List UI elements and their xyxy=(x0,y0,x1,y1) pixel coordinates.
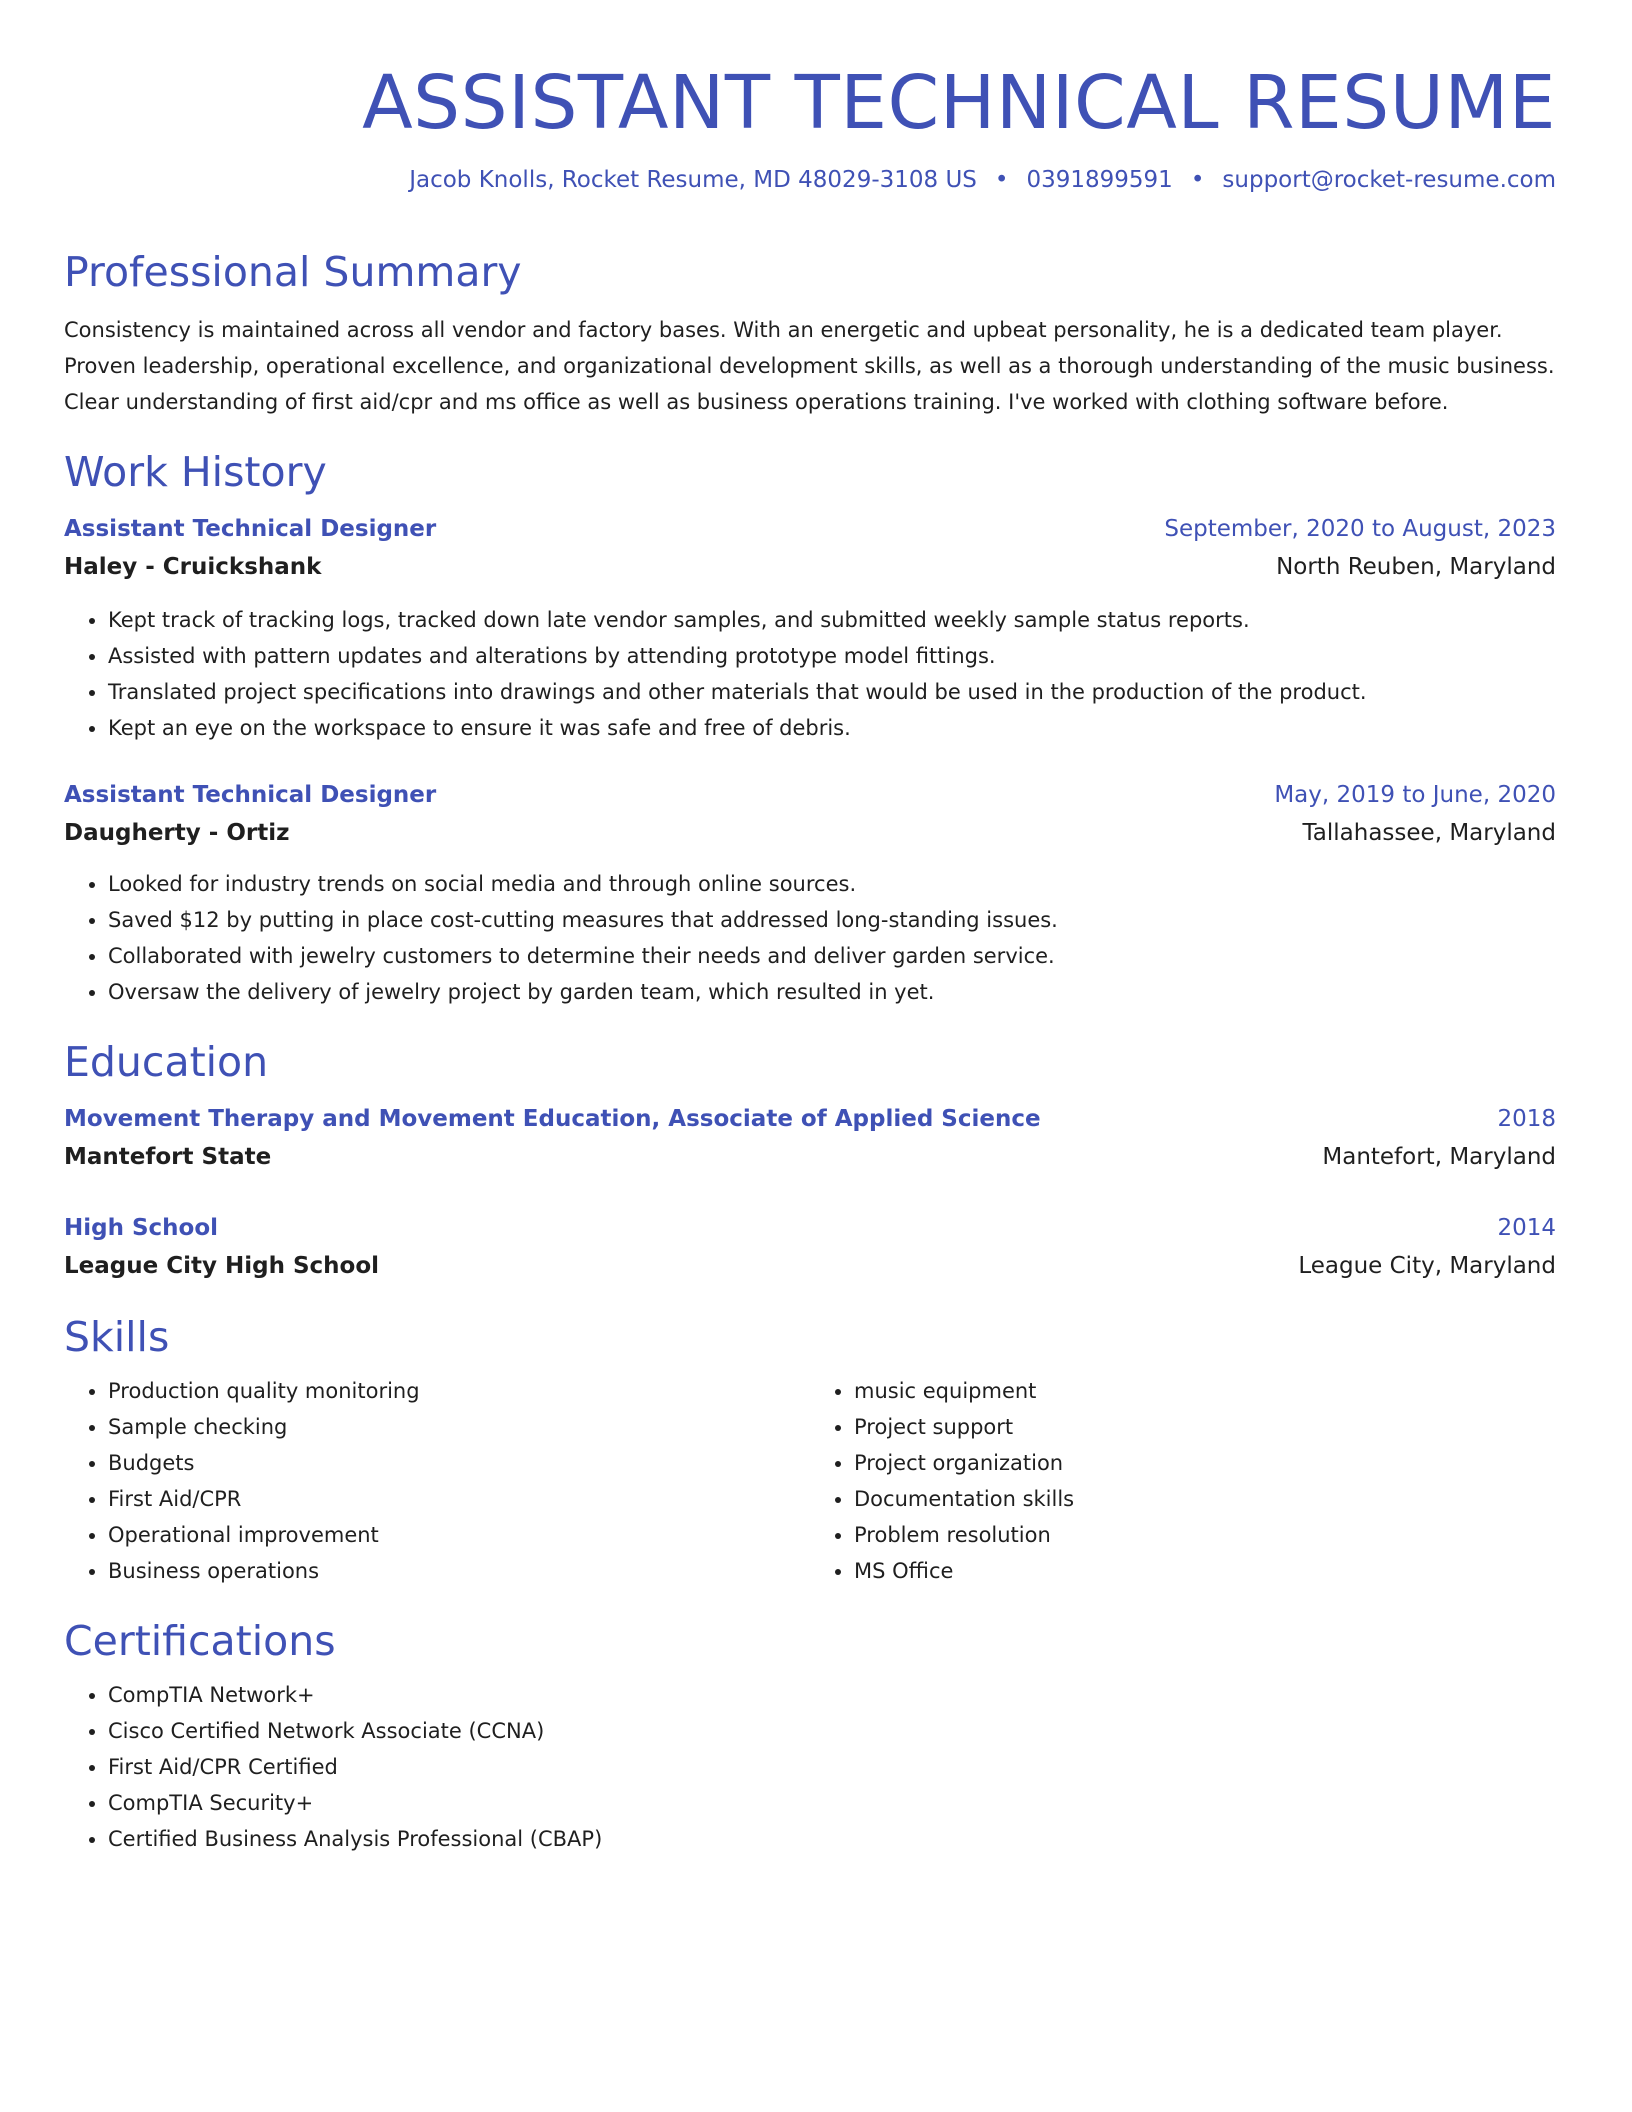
skill-item: • Sample checking xyxy=(108,1409,810,1445)
skills-list xyxy=(64,1373,1556,1589)
job-bullets xyxy=(64,866,1556,1010)
skill-item: • Project support xyxy=(854,1409,1556,1445)
summary-text: Consistency is maintained across all vendor and factory bases. With an energetic and upbeat personality, he is a dedicated team player. Proven leadership, operational excellence, and organizational development skills, as well as a thorough understanding of the music business. Clear understanding of first aid/cpr and ms office as well as business operations training. I've worked with clothing software before. xyxy=(64,318,1555,414)
job-company: Haley - Cruickshank xyxy=(64,554,322,580)
job-bullet: • Assisted with pattern updates and alterations by attending prototype model fittings. xyxy=(108,638,1556,674)
certification-item: • Cisco Certified Network Associate (CCNA) xyxy=(108,1713,1556,1749)
skill-item: • MS Office xyxy=(854,1553,1556,1589)
certifications-list xyxy=(64,1677,1556,1857)
certification-item: • First Aid/CPR Certified xyxy=(108,1749,1556,1785)
contact-separator: • xyxy=(1190,167,1205,193)
education-school: League City High School xyxy=(64,1253,380,1279)
job-bullet: • Collaborated with jewelry customers to determine their needs and deliver garden service. xyxy=(108,938,1556,974)
job-location: Tallahassee, Maryland xyxy=(1302,820,1556,846)
skills-column-right xyxy=(810,1373,1556,1589)
job-entry xyxy=(64,776,1556,1010)
job-role: Assistant Technical Designer xyxy=(64,516,437,542)
contact-phone: 0391899591 xyxy=(1026,167,1173,193)
skill-item: • Budgets xyxy=(108,1445,810,1481)
skill-item: • Business operations xyxy=(108,1553,810,1589)
job-bullet: • Kept an eye on the workspace to ensure it was safe and free of debris. xyxy=(108,710,1556,746)
certification-item: • CompTIA Security+ xyxy=(108,1785,1556,1821)
education-degree: High School xyxy=(64,1215,219,1241)
job-bullets xyxy=(64,602,1556,746)
resume-title: ASSISTANT TECHNICAL RESUME xyxy=(362,60,1556,146)
education-location: Mantefort, Maryland xyxy=(1322,1144,1556,1170)
certifications-heading: Certifications xyxy=(64,1617,336,1665)
skill-item: • Project organization xyxy=(854,1445,1556,1481)
skill-item: • Production quality monitoring xyxy=(108,1373,810,1409)
job-bullet: • Oversaw the delivery of jewelry project by garden team, which resulted in yet. xyxy=(108,974,1556,1010)
job-dates: September, 2020 to August, 2023 xyxy=(1164,516,1556,542)
skill-item: • First Aid/CPR xyxy=(108,1481,810,1517)
education-year: 2014 xyxy=(1497,1215,1556,1241)
skill-item: • music equipment xyxy=(854,1373,1556,1409)
contact-email[interactable]: support@rocket-resume.com xyxy=(1222,167,1556,193)
skill-item: • Operational improvement xyxy=(108,1517,810,1553)
education-heading: Education xyxy=(64,1038,269,1086)
skill-item: • Problem resolution xyxy=(854,1517,1556,1553)
skill-item: • Documentation skills xyxy=(854,1481,1556,1517)
education-location: League City, Maryland xyxy=(1298,1253,1556,1279)
education-entry xyxy=(64,1100,1556,1176)
job-dates: May, 2019 to June, 2020 xyxy=(1274,782,1556,808)
summary-heading: Professional Summary xyxy=(64,248,522,296)
certification-item: • Certified Business Analysis Professional (CBAP) xyxy=(108,1821,1556,1857)
job-bullet: • Looked for industry trends on social media and through online sources. xyxy=(108,866,1556,902)
contact-address: Jacob Knolls, Rocket Resume, MD 48029-3108 US xyxy=(409,167,977,193)
education-entry xyxy=(64,1209,1556,1285)
skills-heading: Skills xyxy=(64,1313,170,1361)
job-location: North Reuben, Maryland xyxy=(1276,554,1556,580)
job-bullet: • Kept track of tracking logs, tracked down late vendor samples, and submitted weekly sample status reports. xyxy=(108,602,1556,638)
skills-column-left xyxy=(64,1373,810,1589)
certification-item: • CompTIA Network+ xyxy=(108,1677,1556,1713)
contact-line xyxy=(64,164,1556,196)
job-company: Daugherty - Ortiz xyxy=(64,820,290,846)
resume-page xyxy=(64,0,1556,1857)
job-bullet: • Translated project specifications into drawings and other materials that would be used in the production of the product. xyxy=(108,674,1556,710)
education-year: 2018 xyxy=(1497,1106,1556,1132)
job-entry xyxy=(64,510,1556,746)
education-school: Mantefort State xyxy=(64,1144,272,1170)
job-role: Assistant Technical Designer xyxy=(64,782,437,808)
job-bullet: • Saved $12 by putting in place cost-cutting measures that addressed long-standing issues. xyxy=(108,902,1556,938)
education-degree: Movement Therapy and Movement Education, Associate of Applied Science xyxy=(64,1106,1041,1132)
work-history-heading: Work History xyxy=(64,448,327,496)
contact-separator: • xyxy=(994,167,1009,193)
